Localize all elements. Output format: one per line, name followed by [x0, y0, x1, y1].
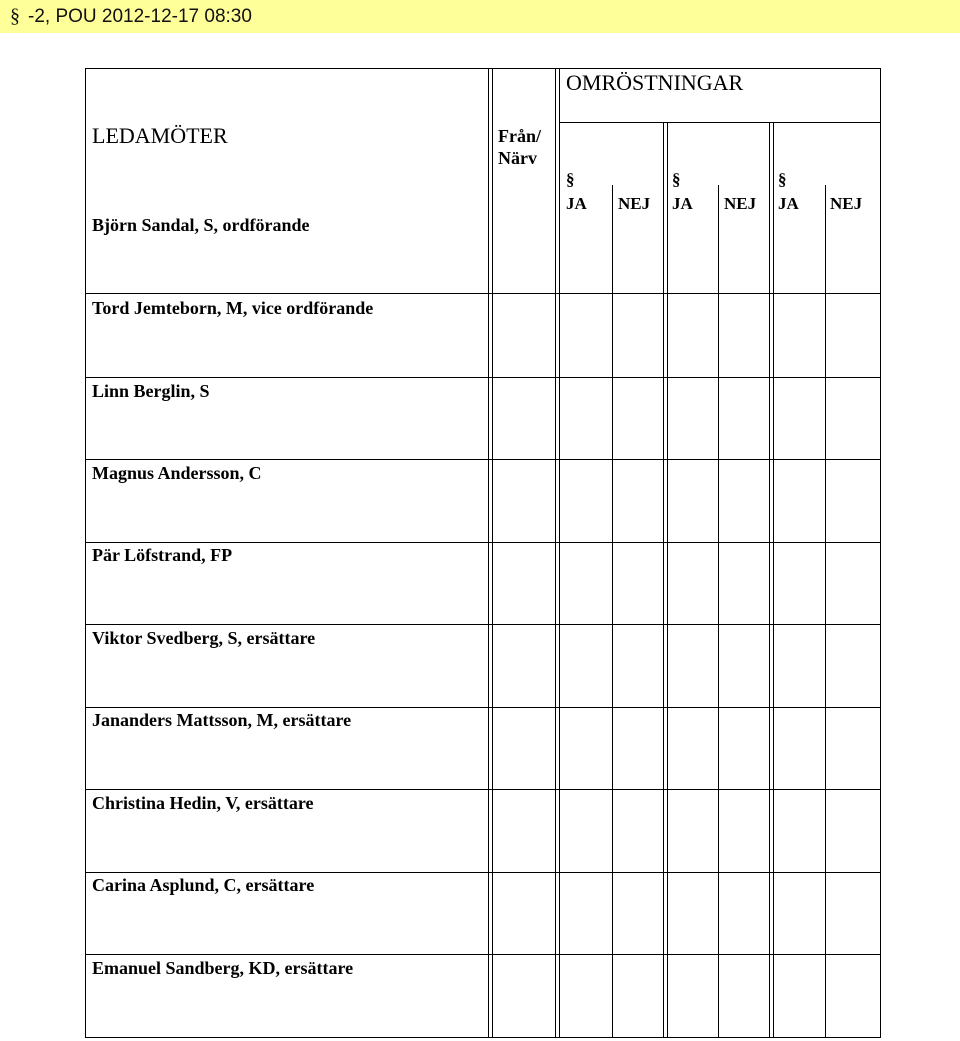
vote-no-label: NEJ	[724, 194, 757, 213]
row-divider	[85, 872, 881, 873]
votes-header-divider	[559, 122, 881, 123]
member-name: Björn Sandal, S, ordförande	[92, 215, 310, 235]
section-symbol: §	[10, 5, 20, 27]
vote-no-label: NEJ	[830, 194, 863, 213]
document-title: -2, POU 2012-12-17 08:30	[28, 5, 252, 27]
member-name: Magnus Andersson, C	[92, 463, 262, 483]
vote-no-label: NEJ	[618, 194, 651, 213]
attendance-header: Från/ Närv	[498, 126, 541, 168]
vote-yes-label: JA	[566, 194, 587, 213]
member-name: Emanuel Sandberg, KD, ersättare	[92, 958, 354, 978]
row-divider	[85, 624, 881, 625]
member-name: Jananders Mattsson, M, ersättare	[92, 710, 352, 730]
vote-group-divider	[663, 122, 664, 1038]
vote-group-divider	[773, 122, 774, 1038]
vote-group-divider	[769, 122, 770, 1038]
yes-no-divider	[825, 185, 826, 1038]
member-name: Carina Asplund, C, ersättare	[92, 875, 315, 895]
members-header: LEDAMÖTER	[92, 123, 228, 148]
member-name: Linn Berglin, S	[92, 381, 210, 401]
vote-yes-label: JA	[778, 194, 799, 213]
member-name: Viktor Svedberg, S, ersättare	[92, 628, 316, 648]
votes-header: OMRÖSTNINGAR	[566, 70, 744, 95]
members-column-divider-inner	[492, 68, 493, 1038]
member-name: Tord Jemteborn, M, vice ordförande	[92, 298, 374, 318]
document-header-bar	[0, 0, 960, 33]
attendance-column-divider-inner	[559, 68, 560, 1038]
attendance-column-divider	[555, 68, 556, 1038]
vote-group-divider	[667, 122, 668, 1038]
vote-yes-label: JA	[672, 194, 693, 213]
row-divider	[85, 542, 881, 543]
member-name: Christina Hedin, V, ersättare	[92, 793, 314, 813]
row-divider	[85, 789, 881, 790]
yes-no-divider	[612, 185, 613, 1038]
row-divider	[85, 293, 881, 294]
row-divider	[85, 377, 881, 378]
yes-no-divider	[718, 185, 719, 1038]
members-column-divider	[488, 68, 489, 1038]
row-divider	[85, 459, 881, 460]
vote-group-section-symbol: §	[672, 170, 681, 189]
vote-group-section-symbol: §	[566, 170, 575, 189]
row-divider	[85, 707, 881, 708]
member-name: Pär Löfstrand, FP	[92, 545, 233, 565]
row-divider	[85, 954, 881, 955]
vote-group-section-symbol: §	[778, 170, 787, 189]
